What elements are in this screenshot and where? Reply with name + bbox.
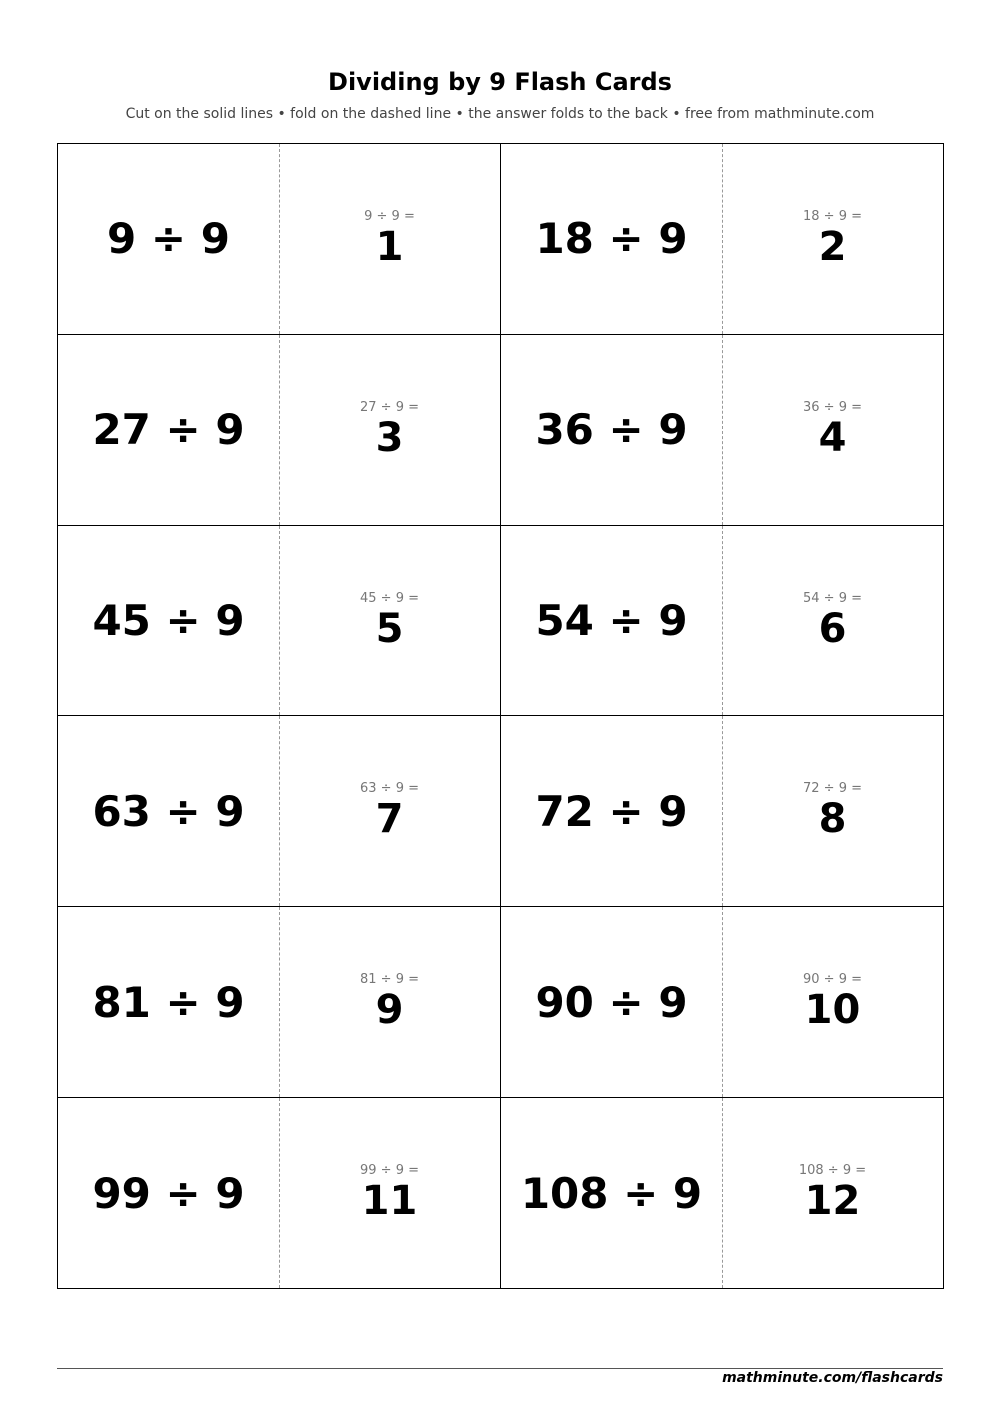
card-back xyxy=(722,716,943,906)
card-back xyxy=(279,144,500,334)
flash-card xyxy=(500,334,944,526)
card-front-problem: 18 ÷ 9 xyxy=(535,214,688,264)
page-title: Dividing by 9 Flash Cards xyxy=(328,68,672,96)
card-back xyxy=(279,526,500,716)
card-back-prompt: 18 ÷ 9 = xyxy=(803,208,862,224)
card-back xyxy=(722,335,943,525)
card-back-prompt: 63 ÷ 9 = xyxy=(360,781,419,797)
card-back xyxy=(279,907,500,1097)
card-front-problem: 90 ÷ 9 xyxy=(535,977,688,1027)
card-back xyxy=(722,907,943,1097)
card-back-answer: 7 xyxy=(375,796,404,843)
flash-card xyxy=(57,1097,501,1289)
flash-card xyxy=(500,715,944,907)
card-front-problem: 72 ÷ 9 xyxy=(535,786,688,836)
card-back xyxy=(722,144,943,334)
card-back-prompt: 108 ÷ 9 = xyxy=(798,1163,867,1179)
card-back-prompt: 36 ÷ 9 = xyxy=(803,399,862,415)
card-front-problem: 81 ÷ 9 xyxy=(92,977,245,1027)
card-back-prompt: 45 ÷ 9 = xyxy=(360,590,419,606)
flash-card xyxy=(500,525,944,717)
flash-card xyxy=(500,143,944,335)
flash-card xyxy=(500,906,944,1098)
card-back-answer: 4 xyxy=(818,414,847,461)
card-back-prompt: 90 ÷ 9 = xyxy=(803,972,862,988)
flash-card xyxy=(57,334,501,526)
instructions-subtitle: Cut on the solid lines • fold on the dashed line • the answer folds to the back • free from mathminute.com xyxy=(125,106,875,122)
card-front-problem: 45 ÷ 9 xyxy=(92,596,245,646)
card-back-answer: 1 xyxy=(375,223,404,270)
card-front-problem: 99 ÷ 9 xyxy=(92,1168,245,1218)
card-front-problem: 63 ÷ 9 xyxy=(92,786,245,836)
flash-card xyxy=(57,715,501,907)
card-front-problem: 27 ÷ 9 xyxy=(92,405,245,455)
card-back-answer: 6 xyxy=(818,605,847,652)
card-back-prompt: 72 ÷ 9 = xyxy=(803,781,862,797)
flash-card xyxy=(57,525,501,717)
flash-card xyxy=(500,1097,944,1289)
card-front-problem: 54 ÷ 9 xyxy=(535,596,688,646)
flash-card xyxy=(57,906,501,1098)
card-back-answer: 2 xyxy=(818,223,847,270)
card-front-problem: 36 ÷ 9 xyxy=(535,405,688,455)
flash-card-grid xyxy=(57,143,943,1288)
card-back xyxy=(279,716,500,906)
card-back-prompt: 27 ÷ 9 = xyxy=(360,399,419,415)
card-back xyxy=(279,1098,500,1288)
card-back-answer: 12 xyxy=(804,1178,861,1225)
card-front-problem: 108 ÷ 9 xyxy=(520,1168,703,1218)
card-front-problem: 9 ÷ 9 xyxy=(107,214,230,264)
card-back-prompt: 81 ÷ 9 = xyxy=(360,972,419,988)
card-back-prompt: 54 ÷ 9 = xyxy=(803,590,862,606)
flash-card xyxy=(57,143,501,335)
card-back-answer: 3 xyxy=(375,414,404,461)
footer-link[interactable]: mathminute.com/flashcards xyxy=(722,1370,943,1386)
card-back xyxy=(279,335,500,525)
card-back-answer: 5 xyxy=(375,605,404,652)
card-back-answer: 10 xyxy=(804,987,861,1034)
card-back-prompt: 99 ÷ 9 = xyxy=(360,1163,419,1179)
card-back-prompt: 9 ÷ 9 = xyxy=(364,208,415,224)
card-back-answer: 9 xyxy=(375,987,404,1034)
card-back-answer: 11 xyxy=(361,1178,418,1225)
card-back xyxy=(722,526,943,716)
card-back xyxy=(722,1098,943,1288)
card-back-answer: 8 xyxy=(818,796,847,843)
